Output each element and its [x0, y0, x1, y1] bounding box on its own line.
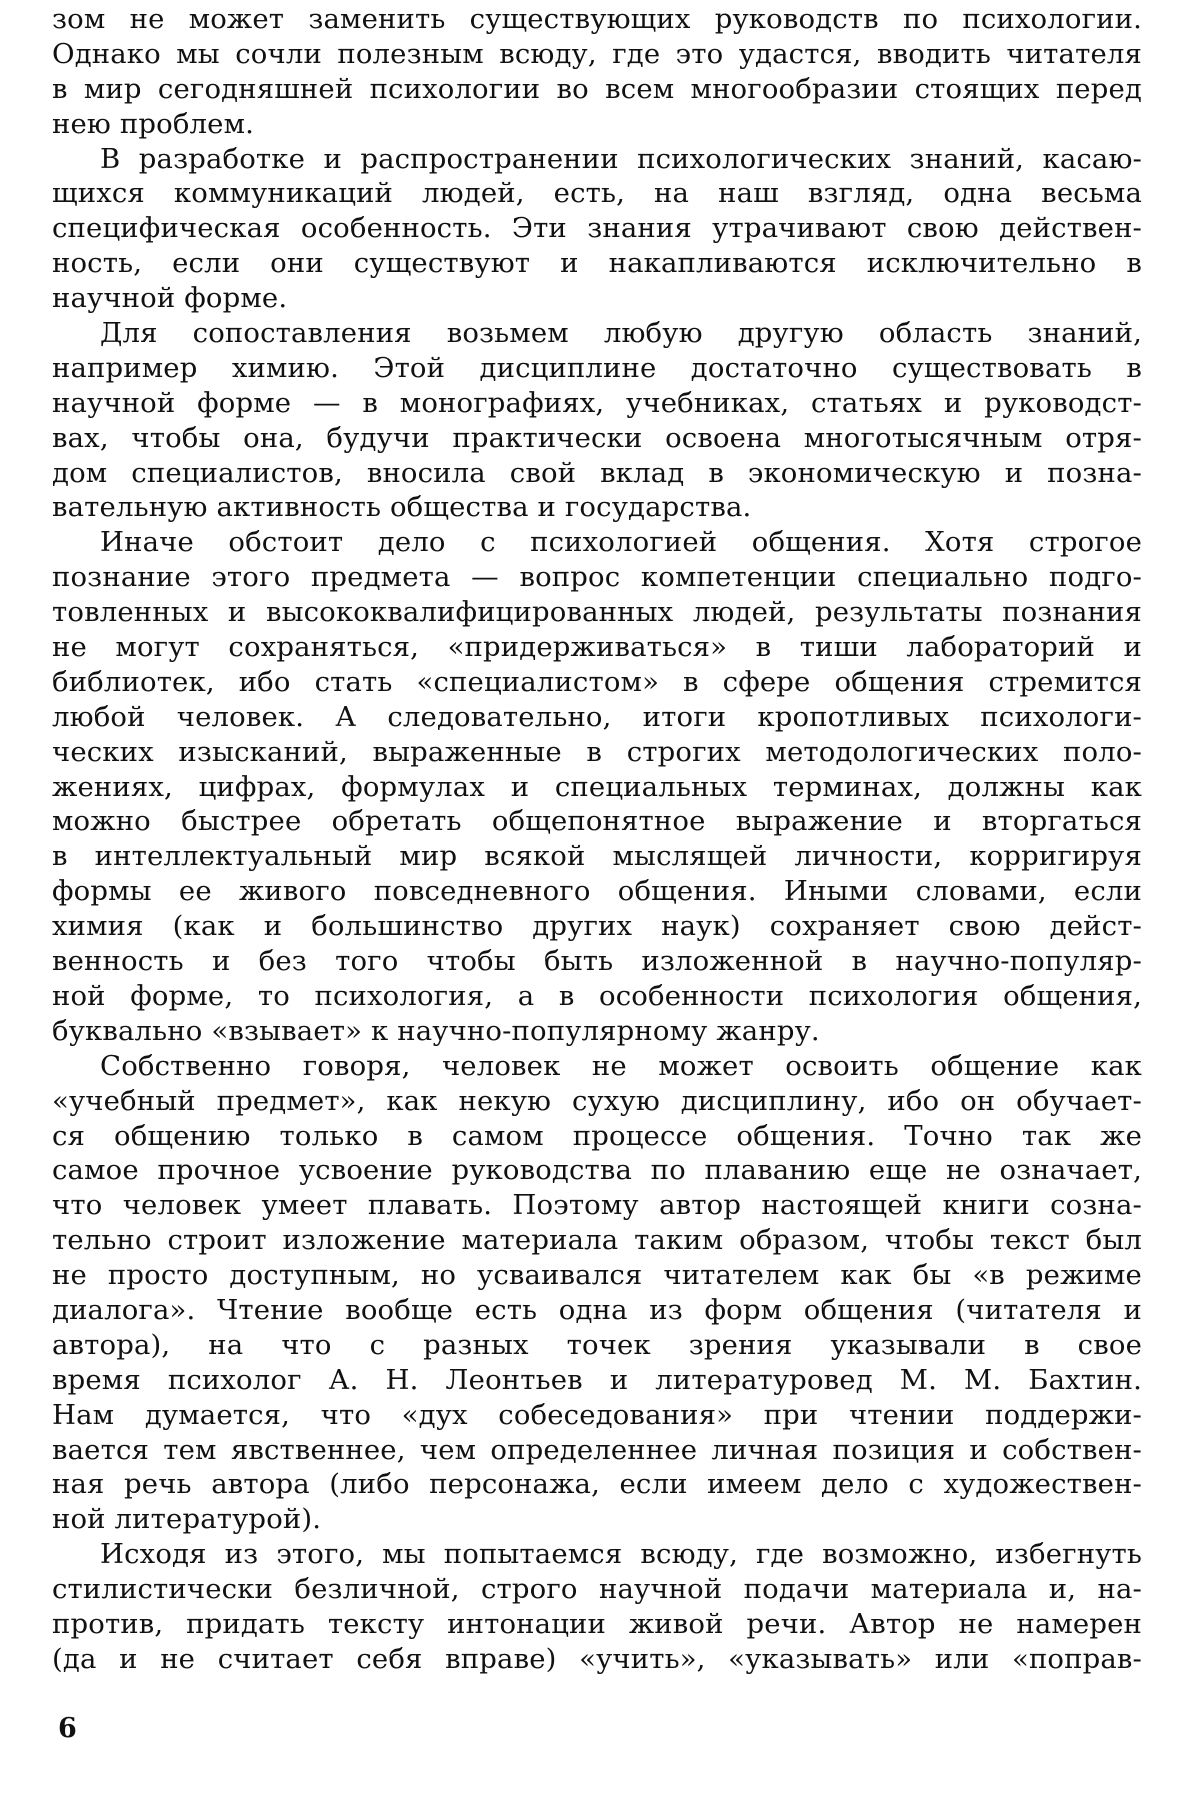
text-line: буквально «взывает» к научно-популярному жанру.: [52, 1014, 820, 1047]
text-line: щихся коммуникаций людей, есть, на наш взгляд, одна весьма: [52, 177, 1142, 210]
text-line: познание этого предмета — вопрос компетенции специально подго-: [52, 561, 1142, 594]
text-line: не просто доступным, но усваивался читателем как бы «в режиме: [52, 1259, 1142, 1292]
text-line: (да и не считает себя вправе) «учить», «указывать» или «поправ-: [52, 1642, 1142, 1675]
text-line: против, придать тексту интонации живой речи. Автор не намерен: [52, 1607, 1142, 1640]
text-line: Исходя из этого, мы попытаемся всюду, где возможно, избегнуть: [100, 1538, 1142, 1571]
text-line: нею проблем.: [52, 107, 255, 140]
text-line: самое прочное усвоение руководства по плаванию еще не означает,: [52, 1154, 1142, 1187]
text-line: ной форме, то психология, а в особенности психология общения,: [52, 979, 1142, 1012]
text-line: Нам думается, что «дух собеседования» при чтении поддержи-: [52, 1398, 1142, 1431]
text-line: библиотек, ибо стать «специалистом» в сфере общения стремится: [52, 665, 1142, 698]
text-line: в интеллектуальный мир всякой мыслящей личности, корригируя: [52, 840, 1142, 873]
text-line: Для сопоставления возьмем любую другую область знаний,: [100, 317, 1142, 350]
text-line: например химию. Этой дисциплине достаточно существовать в: [52, 351, 1142, 384]
text-line: Однако мы сочли полезным всюду, где это удастся, вводить читателя: [52, 37, 1142, 70]
text-line: дом специалистов, вносила свой вклад в экономическую и позна-: [52, 456, 1142, 489]
text-line: не могут сохраняться, «придерживаться» в тиши лабораторий и: [52, 631, 1142, 664]
text-line: ческих изысканий, выраженные в строгих методологических поло-: [52, 735, 1142, 768]
text-line: можно быстрее обретать общепонятное выражение и вторгаться: [52, 805, 1142, 838]
body-text: [52, 2, 1142, 1677]
text-line: вается тем явственнее, чем определеннее личная позиция и собствен-: [52, 1433, 1142, 1466]
text-line: ся общению только в самом процессе общения. Точно так же: [52, 1119, 1142, 1152]
text-line: диалога». Чтение вообще есть одна из форм общения (читателя и: [52, 1293, 1142, 1326]
text-line: тельно строит изложение материала таким образом, чтобы текст был: [52, 1224, 1142, 1257]
text-line: Собственно говоря, человек не может освоить общение как: [100, 1049, 1142, 1082]
text-line: формы ее живого повседневного общения. Иными словами, если: [52, 875, 1142, 908]
text-line: химия (как и большинство других наук) сохраняет свою дейст-: [52, 910, 1142, 943]
page-number: 6: [58, 1713, 77, 1744]
text-line: ной литературой).: [52, 1503, 322, 1536]
text-line: автора), на что с разных точек зрения указывали в свое: [52, 1328, 1142, 1361]
text-line: любой человек. А следовательно, итоги кропотливых психологи-: [52, 700, 1142, 733]
text-line: вательную активность общества и государства.: [52, 491, 752, 524]
text-line: венность и без того чтобы быть изложенной в научно-популяр-: [52, 945, 1142, 978]
text-line: время психолог А. Н. Леонтьев и литературовед М. М. Бахтин.: [52, 1363, 1142, 1396]
text-line: специфическая особенность. Эти знания утрачивают свою действен-: [52, 212, 1142, 245]
text-line: вах, чтобы она, будучи практически освоена многотысячным отря-: [52, 421, 1142, 454]
text-line: зом не может заменить существующих руководств по психологии.: [52, 3, 1142, 35]
text-line: научной форме — в монографиях, учебниках, статьях и руководст-: [52, 386, 1142, 419]
book-page: [52, 0, 1142, 1811]
text-line: научной форме.: [52, 282, 288, 315]
text-line: Иначе обстоит дело с психологией общения. Хотя строгое: [100, 526, 1142, 559]
text-line: В разработке и распространении психологических знаний, касаю-: [100, 142, 1142, 175]
text-line: товленных и высококвалифицированных людей, результаты познания: [52, 596, 1142, 629]
text-line: ность, если они существуют и накапливаются исключительно в: [52, 247, 1142, 280]
text-line: стилистически безличной, строго научной подачи материала и, на-: [52, 1573, 1142, 1606]
text-line: жениях, цифрах, формулах и специальных терминах, должны как: [52, 770, 1142, 803]
text-line: в мир сегодняшней психологии во всем многообразии стоящих перед: [52, 72, 1142, 105]
text-line: ная речь автора (либо персонажа, если имеем дело с художествен-: [52, 1468, 1142, 1501]
text-line: «учебный предмет», как некую сухую дисциплину, ибо он обучает-: [52, 1084, 1142, 1117]
text-line: что человек умеет плавать. Поэтому автор настоящей книги созна-: [52, 1189, 1142, 1222]
